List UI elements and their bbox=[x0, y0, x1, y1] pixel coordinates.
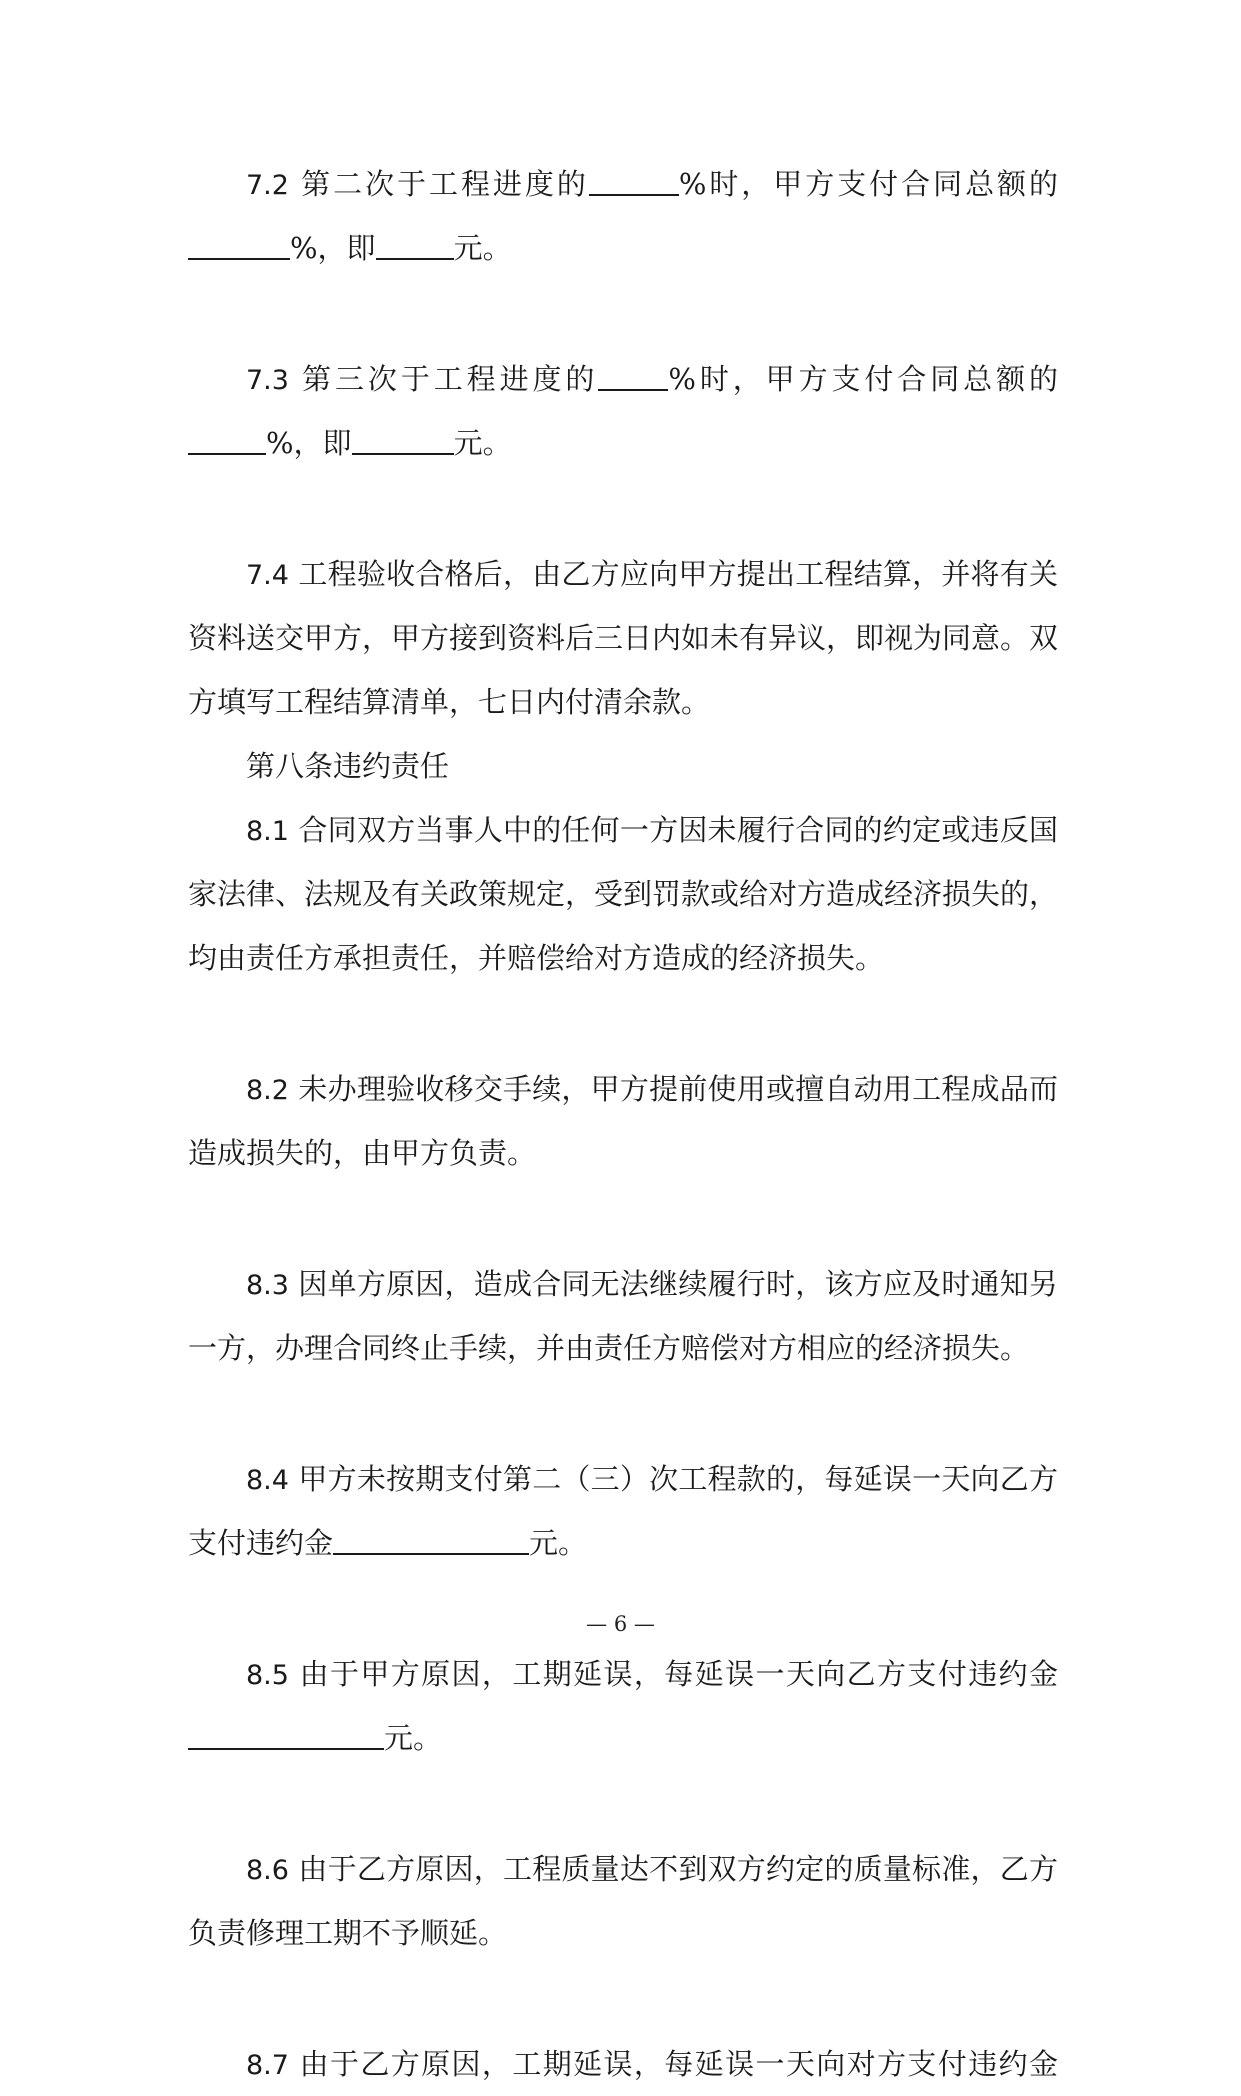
clause-number: 8.6 bbox=[246, 1855, 289, 1886]
clause-number: 8.5 bbox=[246, 1660, 289, 1691]
clause-number: 8.3 bbox=[246, 1270, 289, 1301]
clause-text: %时，甲方支付合同总额的 bbox=[668, 362, 1058, 396]
clause-text: 元。 bbox=[384, 1721, 443, 1755]
fill-blank[interactable] bbox=[188, 231, 290, 261]
clause-text: 未办理验收移交手续，甲方提前使用或擅自动用工程成品而 bbox=[298, 1072, 1058, 1106]
clause-text: 第二次于工程进度的 bbox=[301, 167, 589, 201]
clause-8-1-line-3 bbox=[188, 926, 1058, 990]
article-8-title bbox=[188, 734, 1058, 798]
fill-blank[interactable] bbox=[589, 167, 679, 197]
clause-8-1-line-1 bbox=[188, 798, 1058, 862]
clause-8-2-line-1 bbox=[188, 1057, 1058, 1121]
clause-8-6-line-1 bbox=[188, 1837, 1058, 1901]
clause-text: %时，甲方支付合同总额的 bbox=[678, 167, 1058, 201]
clause-text: 工程验收合格后，由乙方应向甲方提出工程结算，并将有关 bbox=[298, 557, 1058, 591]
page-number: — 6 — bbox=[586, 1612, 655, 1636]
clause-number: 7.4 bbox=[246, 560, 289, 591]
clause-7-3-line-2 bbox=[188, 411, 1058, 475]
clause-8-4-line-2 bbox=[188, 1511, 1058, 1575]
clause-7-4-line-1 bbox=[188, 542, 1058, 606]
clause-number: 8.7 bbox=[246, 2050, 289, 2081]
clause-text: 由于乙方原因，工期延误，每延误一天向对方支付违约金 bbox=[299, 2047, 1058, 2081]
clause-8-6-line-2 bbox=[188, 1901, 1058, 1965]
clause-text: 元。 bbox=[529, 1526, 588, 1560]
clause-7-4-line-2 bbox=[188, 606, 1058, 670]
clause-text: 元。 bbox=[453, 231, 512, 265]
clause-8-3-line-1 bbox=[188, 1252, 1058, 1316]
clause-text: 均由责任方承担责任，并赔偿给对方造成的经济损失。 bbox=[188, 941, 885, 975]
clause-text: 方填写工程结算清单，七日内付清余款。 bbox=[188, 685, 711, 719]
fill-blank[interactable] bbox=[598, 362, 668, 392]
clause-text: 第三次于工程进度的 bbox=[302, 362, 599, 396]
clause-text: %，即 bbox=[290, 231, 376, 265]
clause-number: 8.2 bbox=[246, 1075, 289, 1106]
fill-blank[interactable] bbox=[333, 1526, 529, 1556]
clause-text: 支付违约金 bbox=[188, 1526, 334, 1560]
clause-text: 甲方未按期支付第二（三）次工程款的，每延误一天向乙方 bbox=[298, 1462, 1058, 1496]
clause-8-2-line-2 bbox=[188, 1121, 1058, 1185]
clause-text: %，即 bbox=[266, 426, 352, 460]
clause-8-1-line-2 bbox=[188, 862, 1058, 926]
clause-text: 一方，办理合同终止手续，并由责任方赔偿对方相应的经济损失。 bbox=[188, 1331, 1030, 1365]
article-title-text: 第八条违约责任 bbox=[246, 749, 450, 783]
clause-number: 8.4 bbox=[246, 1465, 289, 1496]
clause-8-3-line-2 bbox=[188, 1316, 1058, 1380]
clause-7-2-line-2 bbox=[188, 216, 1058, 280]
clause-7-2-line-1 bbox=[188, 152, 1058, 216]
clause-7-4-line-3 bbox=[188, 670, 1058, 734]
clause-number: 7.2 bbox=[246, 170, 289, 201]
fill-blank[interactable] bbox=[188, 426, 266, 456]
clause-text: 资料送交甲方，甲方接到资料后三日内如未有异议，即视为同意。双 bbox=[188, 621, 1058, 655]
clause-text: 元。 bbox=[453, 426, 512, 460]
clause-8-4-line-1 bbox=[188, 1447, 1058, 1511]
clause-8-5-line-2 bbox=[188, 1706, 1058, 1770]
clause-text: 造成损失的，由甲方负责。 bbox=[188, 1136, 537, 1170]
clause-7-3-line-1 bbox=[188, 347, 1058, 411]
clause-8-7-line-1 bbox=[188, 2032, 1058, 2096]
clause-text: 合同双方当事人中的任何一方因未履行合同的约定或违反国 bbox=[298, 813, 1058, 847]
document-body bbox=[188, 152, 1058, 2096]
clause-text: 由于甲方原因，工期延误，每延误一天向乙方支付违约金 bbox=[299, 1657, 1058, 1691]
clause-text: 由于乙方原因，工程质量达不到双方约定的质量标准，乙方 bbox=[298, 1852, 1058, 1886]
clause-number: 7.3 bbox=[246, 365, 289, 396]
fill-blank[interactable] bbox=[352, 426, 454, 456]
clause-text: 负责修理工期不予顺延。 bbox=[188, 1916, 508, 1950]
clause-text: 家法律、法规及有关政策规定，受到罚款或给对方造成经济损失的， bbox=[188, 877, 1058, 911]
fill-blank[interactable] bbox=[376, 231, 454, 261]
clause-number: 8.1 bbox=[246, 816, 289, 847]
clause-text: 因单方原因，造成合同无法继续履行时，该方应及时通知另 bbox=[298, 1267, 1058, 1301]
clause-8-5-line-1 bbox=[188, 1642, 1058, 1706]
fill-blank[interactable] bbox=[188, 1721, 384, 1751]
